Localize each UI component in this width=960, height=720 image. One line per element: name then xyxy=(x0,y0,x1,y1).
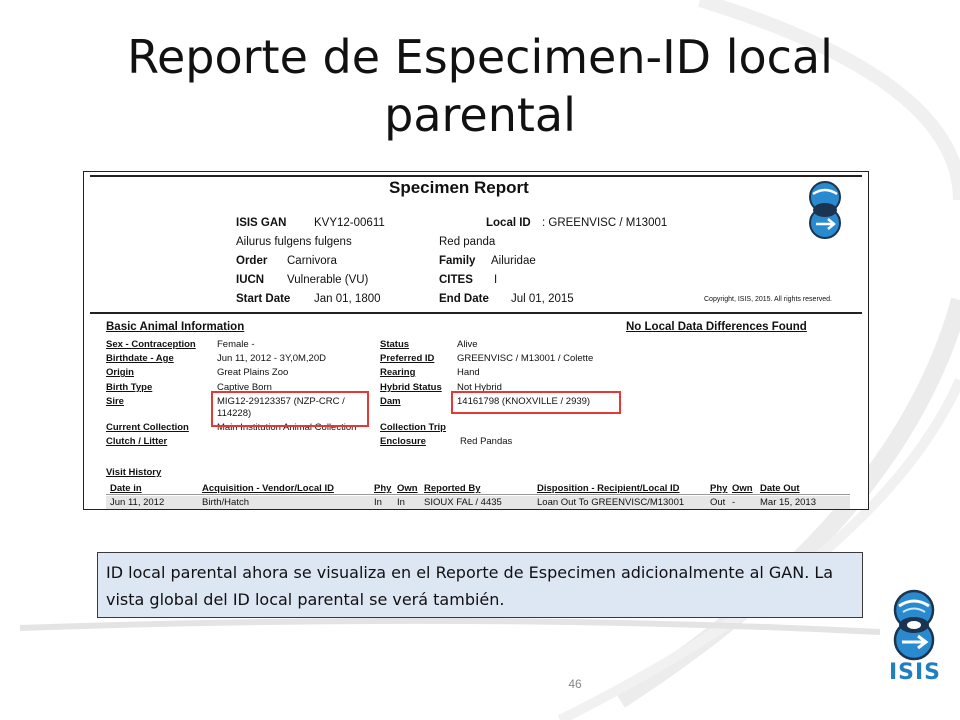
visit-column-header: Disposition - Recipient/Local ID xyxy=(537,483,680,494)
cites-label: CITES xyxy=(439,274,473,286)
field-label: Current Collection xyxy=(106,422,189,433)
isis-gan-label: ISIS GAN xyxy=(236,217,287,229)
basic-info-header: Basic Animal Information xyxy=(106,321,245,333)
local-id-label: Local ID xyxy=(486,217,531,229)
field-label: Status xyxy=(380,339,410,350)
common-name: Red panda xyxy=(439,236,496,248)
scientific-name: Ailurus fulgens fulgens xyxy=(236,236,352,248)
visit-column-header: Phy xyxy=(374,483,392,494)
sire-highlight-box xyxy=(211,391,369,427)
visit-history-header: Visit History xyxy=(106,467,162,478)
explanation-note-box: ID local parental ahora se visualiza en el Reporte de Especimen adicionalmente al GAN. La vista global del ID local parental se verá también. xyxy=(97,552,863,618)
no-local-differences: No Local Data Differences Found xyxy=(626,321,807,333)
visit-cell: Out xyxy=(710,497,726,508)
page-number: 46 xyxy=(568,677,582,691)
field-value: Great Plains Zoo xyxy=(217,367,289,378)
end-date-value: Jul 01, 2015 xyxy=(511,293,574,305)
sire-label: Sire xyxy=(106,396,124,407)
field-label: Enclosure xyxy=(380,436,426,447)
field-label: Hybrid Status xyxy=(380,382,442,393)
visit-cell: - xyxy=(732,497,736,508)
copyright-text: Copyright, ISIS, 2015. All rights reserved. xyxy=(704,296,833,303)
field-value: Red Pandas xyxy=(460,436,513,447)
field-label: Rearing xyxy=(380,367,416,378)
visit-column-header: Phy xyxy=(710,483,728,494)
dam-label: Dam xyxy=(380,396,401,407)
report-title: Specimen Report xyxy=(389,178,529,197)
field-value: GREENVISC / M13001 / Colette xyxy=(457,353,594,364)
field-label: Birth Type xyxy=(106,382,153,393)
visit-cell: Mar 15, 2013 xyxy=(760,497,816,508)
field-value: Captive Born xyxy=(217,382,272,393)
visit-cell: In xyxy=(397,497,405,508)
visit-cell: Birth/Hatch xyxy=(202,497,249,508)
field-value: Not Hybrid xyxy=(457,382,502,393)
field-value: Female - xyxy=(217,339,255,350)
field-label: Clutch / Litter xyxy=(106,436,168,447)
dam-value: 14161798 (KNOXVILLE / 2939) xyxy=(457,396,591,407)
visit-header-rule xyxy=(106,494,850,495)
family-value: Ailuridae xyxy=(491,255,536,267)
start-date-label: Start Date xyxy=(236,293,291,305)
order-label: Order xyxy=(236,255,268,267)
report-top-rule xyxy=(90,175,862,177)
field-value: Main Institution Animal Collection xyxy=(217,422,357,433)
visit-cell: Loan Out To GREENVISC/M13001 xyxy=(537,497,685,508)
visit-cell: SIOUX FAL / 4435 xyxy=(424,497,502,508)
dam-highlight-box xyxy=(451,391,621,414)
visit-column-header: Reported By xyxy=(424,483,481,494)
isis-logo-text: ISIS xyxy=(888,660,942,685)
field-label: Collection Trip xyxy=(380,422,446,433)
field-value: Hand xyxy=(457,367,480,378)
isis-logo-icon xyxy=(804,180,846,240)
visit-column-header: Date in xyxy=(110,483,142,494)
visit-column-header: Own xyxy=(732,483,753,494)
field-value: Jun 11, 2012 - 3Y,0M,20D xyxy=(217,353,326,364)
visit-column-header: Own xyxy=(397,483,418,494)
field-label: Birthdate - Age xyxy=(106,353,174,364)
field-label: Origin xyxy=(106,367,134,378)
field-label: Preferred ID xyxy=(380,353,435,364)
report-section-separator xyxy=(90,312,862,314)
iucn-value: Vulnerable (VU) xyxy=(287,274,369,286)
visit-cell: In xyxy=(374,497,382,508)
cites-value: I xyxy=(494,274,498,286)
sire-value-continued: 114228) xyxy=(217,408,252,419)
end-date-label: End Date xyxy=(439,293,489,305)
family-label: Family xyxy=(439,255,476,267)
local-id-value: : GREENVISC / M13001 xyxy=(542,217,668,229)
field-label: Sex - Contraception xyxy=(106,339,196,350)
visit-column-header: Acquisition - Vendor/Local ID xyxy=(202,483,334,494)
sire-value: MIG12-29123357 (NZP-CRC / xyxy=(217,396,345,407)
visit-column-header: Date Out xyxy=(760,483,800,494)
field-value: Alive xyxy=(457,339,478,350)
visit-cell: Jun 11, 2012 xyxy=(110,497,165,508)
start-date-value: Jan 01, 1800 xyxy=(314,293,381,305)
isis-gan-value: KVY12-00611 xyxy=(314,217,385,229)
iucn-label: IUCN xyxy=(236,274,265,286)
isis-logo-icon xyxy=(884,588,944,662)
specimen-report-screenshot xyxy=(83,171,869,510)
order-value: Carnivora xyxy=(287,255,337,267)
slide-title: Reporte de Especimen-ID local parental xyxy=(127,30,833,142)
